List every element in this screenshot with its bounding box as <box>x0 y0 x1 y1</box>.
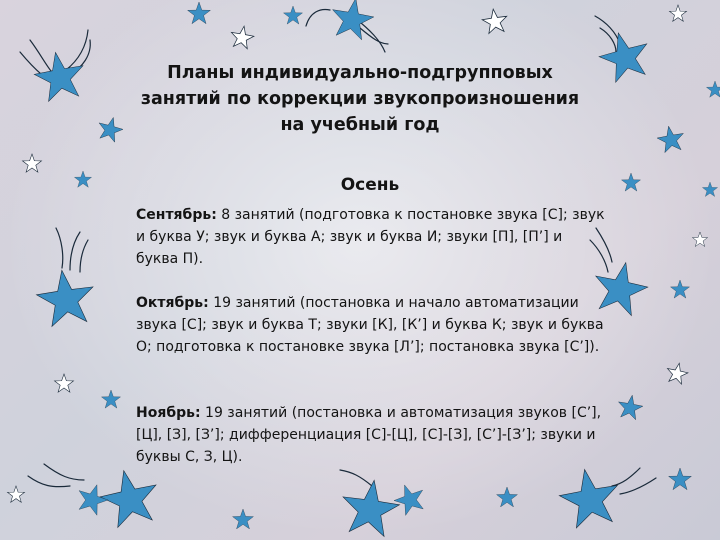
month-description: 19 занятий (постановка и начало автоматизации звука [С]; звук и буква Т; звуки [К], [К’] и буква К; звук и буква О; подготовка к постановке звука [Л’]; постановка звука [С’]). <box>136 295 604 356</box>
month-name: Сентябрь: <box>136 207 217 223</box>
title-line-2: занятий по коррекции звукопроизношения <box>140 89 580 109</box>
month-block-october <box>136 292 606 359</box>
month-description: 8 занятий (подготовка к постановке звука [С]; звук и буква У; звук и буква А; звук и буква И; звуки [П], [П’] и буква П). <box>136 207 605 268</box>
season-heading: Осень <box>340 175 400 195</box>
month-name: Ноябрь: <box>136 405 201 421</box>
month-description: 19 занятий (постановка и автоматизация звуков [С’], [Ц], [З], [З’]; дифференциация [С]-[Ц], [С]-[З], [С’]-[З’]; звуки и буквы С, З, Ц). <box>136 405 602 466</box>
month-block-november <box>136 402 606 469</box>
title-line-3: на учебный год <box>280 115 440 135</box>
slide-title <box>130 60 590 138</box>
month-name: Октябрь: <box>136 295 209 311</box>
month-block-september <box>136 204 606 271</box>
title-line-1: Планы индивидуально-подгрупповых <box>167 63 553 83</box>
